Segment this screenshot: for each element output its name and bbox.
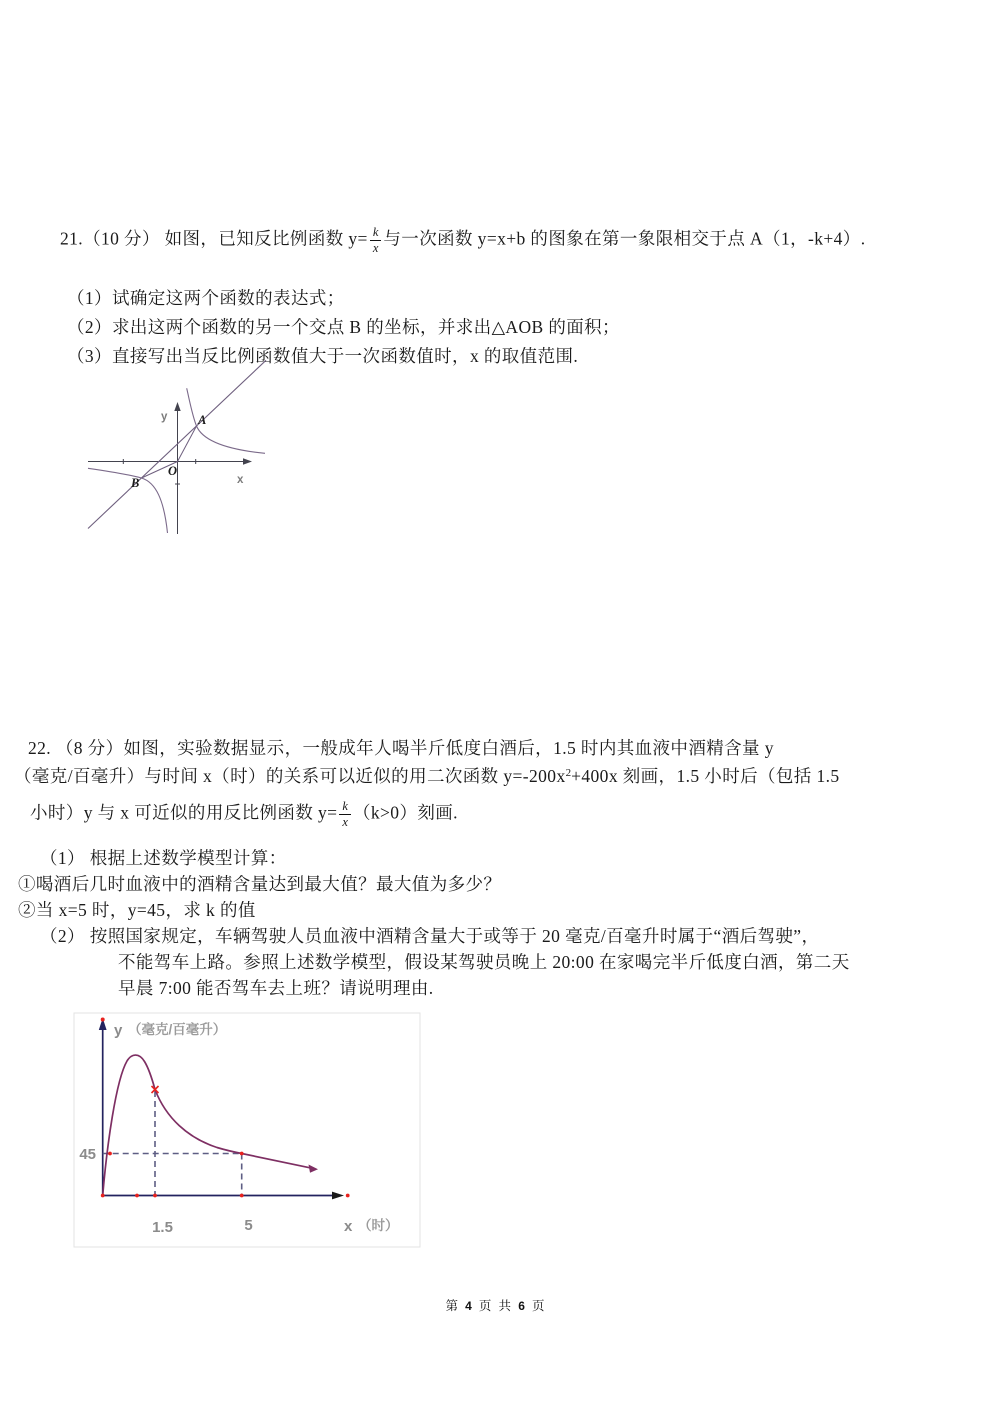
p22-q1-item-1: ①喝酒后几时血液中的酒精含量达到最大值？最大值为多少？ [18,874,502,894]
fraction-k-over-x [370,226,382,255]
p22-red-dot-curve-45 [108,1152,112,1156]
footer-text: 第 [445,1299,466,1313]
p22-line-2 [14,766,840,788]
p22-superscript-2: 2 [565,767,572,779]
p21-figure [55,350,315,550]
footer-text: 页 共 [473,1299,519,1313]
footer-text: 页 [526,1299,547,1313]
p22-line3-before: 小时）y 与 x 可近似的用反比例函数 y= [30,802,338,823]
p21-intro-line [60,226,865,255]
p21-intro-before: 21.（10 分） 如图，已知反比例函数 y= [60,228,368,249]
p22-curve-quadratic [103,1055,155,1195]
fraction-numerator: k [339,800,351,815]
p21-point-b-label: B [131,476,140,490]
footer-page-number: 4 [465,1299,474,1313]
p22-red-dot-axis [135,1194,139,1198]
p22-line2-before: （毫克/百毫升）与时间 x（时）的关系可以近似的用二次函数 y=-200x [14,766,566,786]
p22-red-dot-x5 [240,1194,244,1198]
p22-x-axis-arrow-icon [332,1192,344,1200]
p22-line-1: 22. （8 分）如图，实验数据显示，一般成年人喝半斤低度白酒后，1.5 时内其血液中酒精含量 y [28,738,774,758]
p21-item-2: （2）求出这两个函数的另一个交点 B 的坐标，并求出△AOB 的面积； [67,317,620,337]
p22-red-dot-x1-5 [153,1194,157,1198]
p21-item-3: （3）直接写出当反比例函数值大于一次函数值时，x 的取值范围. [67,346,579,366]
p22-figure-border [74,1013,420,1247]
p21-segment-oa [178,426,197,462]
p22-q2-line-2: 不能驾车上路。参照上述数学模型，假设某驾驶员晚上 20:00 在家喝完半斤低度白酒，第二天 [118,952,850,972]
p22-tick-5: 5 [244,1217,253,1234]
p21-hyperbola-q3 [88,468,168,533]
fraction-numerator: k [370,226,382,241]
p22-y-axis-label: y [114,1022,123,1039]
page-footer [0,1296,992,1314]
p22-tick-45: 45 [79,1146,96,1163]
p21-y-axis-label: y [161,411,168,423]
p21-x-axis-label: x [237,474,244,486]
p22-red-dot-y-top [101,1018,105,1022]
p22-y-axis-unit: （毫克/百毫升） [128,1022,227,1037]
footer-total-pages: 6 [518,1299,527,1313]
p22-line3-after: （k>0）刻画. [352,802,458,823]
p21-point-a-label: A [198,413,207,427]
p22-x-axis-label: x [344,1218,353,1235]
p21-x-axis-arrow-icon [243,458,252,464]
fraction-denominator: x [342,815,348,829]
p22-q2-line-3: 早晨 7:00 能否驾车去上班？请说明理由. [118,978,434,998]
p21-y-axis-arrow-icon [174,402,180,411]
p22-tick-1-5: 1.5 [152,1219,173,1236]
fraction-denominator: x [372,241,379,255]
p21-origin-label: O [168,464,178,478]
p22-line-3 [30,800,458,829]
p22-red-dot-origin [101,1194,105,1198]
p21-intro-after: 与一次函数 y=x+b 的图象在第一象限相交于点 A（1，-k+4）. [383,228,866,249]
fraction-k-over-x [339,800,351,829]
p22-q2-line-1: （2） 按照国家规定，车辆驾驶人员血液中酒精含量大于或等于 20 毫克/百毫升时属于“酒后驾驶”， [40,926,820,946]
p22-red-dot-point-5-45 [240,1152,244,1156]
p22-curve-inverse [155,1090,310,1168]
p22-figure [70,1010,430,1250]
p22-red-dot-x-end [346,1194,350,1198]
p22-x-axis-unit: （时） [358,1218,399,1233]
p21-item-1: （1）试确定这两个函数的表达式； [67,288,345,308]
p22-line2-after: +400x 刻画，1.5 小时后（包括 1.5 [571,766,840,786]
p22-q1-head: （1） 根据上述数学模型计算： [40,848,287,868]
p22-curve-arrow-icon [309,1165,319,1173]
p22-q1-item-2: ②当 x=5 时，y=45，求 k 的值 [18,900,256,920]
